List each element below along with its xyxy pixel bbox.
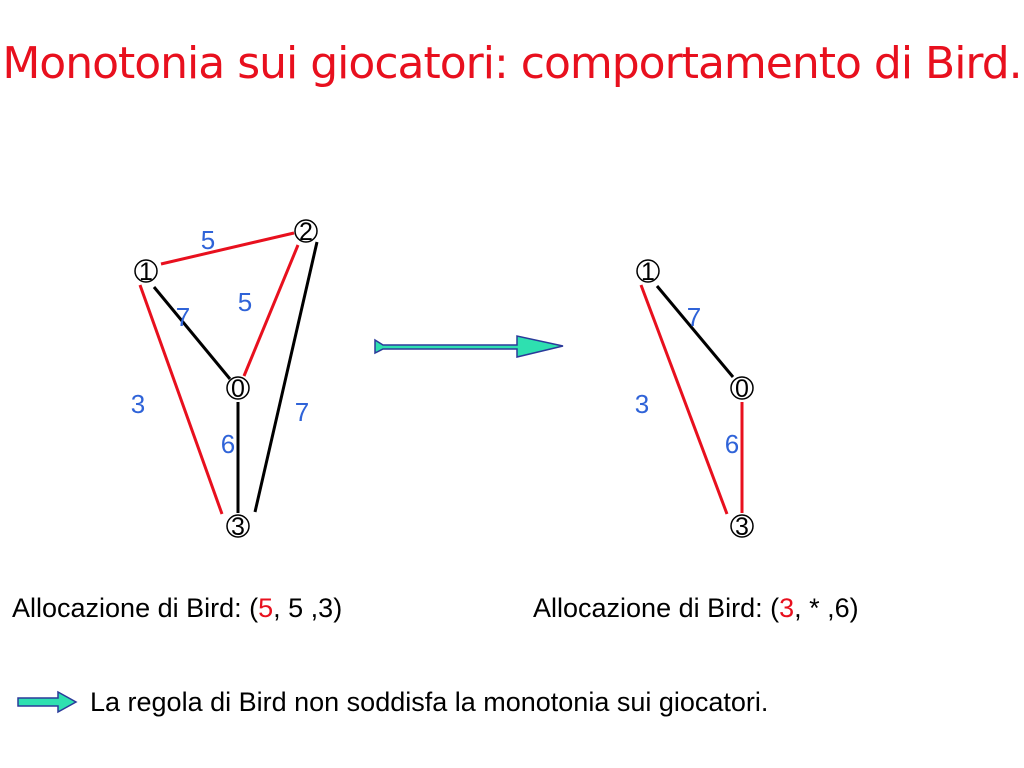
left-edge-weight-1-2: 5 — [200, 225, 216, 255]
left-node-0 — [227, 375, 249, 403]
left-node-3 — [227, 513, 249, 541]
caption-right — [533, 588, 859, 628]
left-node-label-2: 2 — [299, 218, 313, 246]
left-edge-weight-2-0: 5 — [237, 287, 253, 317]
right-graph — [635, 258, 753, 541]
bullet-arrow — [18, 692, 76, 712]
right-node-0 — [731, 375, 753, 403]
caption-left-prefix: Allocazione di Bird: ( — [12, 593, 259, 623]
bullet-arrow-icon — [18, 692, 76, 712]
conclusion-text: La regola di Bird non soddisfa la monotonia sui giocatori. — [90, 687, 769, 717]
left-edge-weight-2-3: 7 — [294, 397, 310, 427]
left-node-label-3: 3 — [231, 513, 245, 541]
caption-left-highlight: 5 — [258, 593, 274, 623]
left-edge-1-2 — [161, 233, 294, 264]
left-graph — [131, 218, 317, 541]
left-edge-weight-1-3: 3 — [130, 389, 146, 419]
caption-left-suffix: , 5 ,3) — [273, 593, 343, 623]
left-edge-2-3 — [255, 242, 317, 512]
left-node-label-1: 1 — [139, 258, 153, 286]
caption-right-highlight: 3 — [779, 593, 795, 623]
left-node-2 — [295, 218, 317, 246]
right-node-3 — [731, 513, 753, 541]
right-node-label-0: 0 — [735, 375, 749, 403]
right-node-1 — [637, 258, 659, 286]
transformation-arrow — [375, 336, 563, 357]
left-edge-1-0 — [154, 287, 230, 379]
caption-right-suffix: , * ,6) — [794, 593, 859, 623]
right-edge-weight-1-0: 7 — [686, 302, 702, 332]
big-arrow-icon — [375, 336, 563, 357]
left-edge-weight-0-3: 6 — [220, 429, 236, 459]
right-edge-weight-1-3: 3 — [634, 389, 650, 419]
right-node-label-1: 1 — [641, 258, 655, 286]
left-edge-weight-1-0: 7 — [175, 302, 191, 332]
caption-right-prefix: Allocazione di Bird: ( — [533, 593, 780, 623]
right-edge-weight-0-3: 6 — [724, 429, 740, 459]
caption-left — [12, 588, 342, 628]
left-node-label-0: 0 — [231, 375, 245, 403]
slide-title: Monotonia sui giocatori: comportamento di Bird. — [2, 38, 1022, 89]
left-node-1 — [135, 258, 157, 286]
right-node-label-3: 3 — [735, 513, 749, 541]
